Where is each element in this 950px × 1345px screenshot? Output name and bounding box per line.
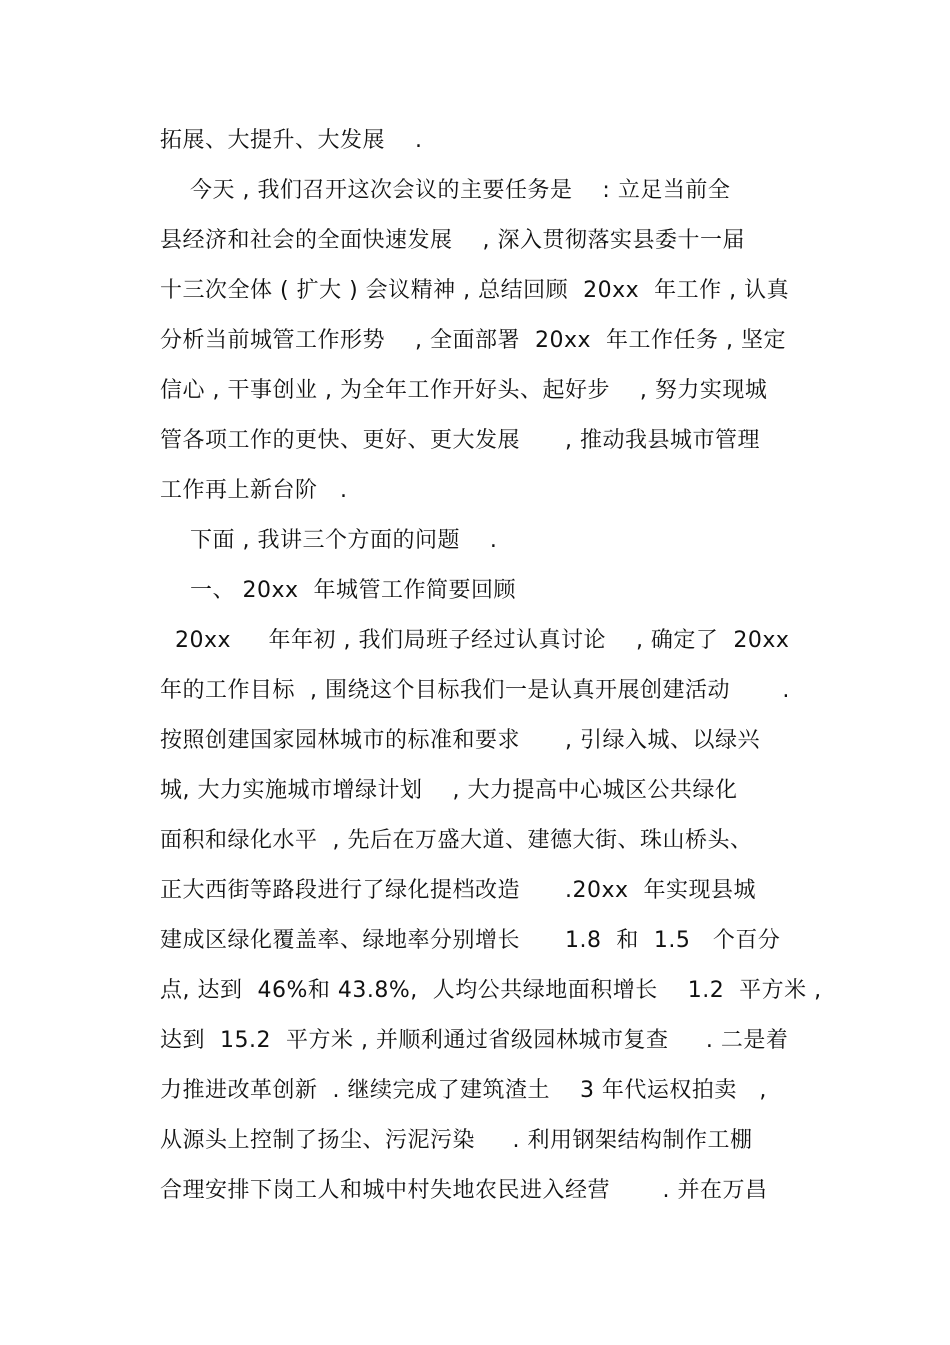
text-line: 正大西街等路段进行了绿化提档改造 .20xx 年实现县城 — [160, 878, 756, 903]
text-line: 拓展、大提升、大发展 . — [160, 128, 423, 153]
paragraph-first-line: 下面 , 我讲三个方面的问题 . — [160, 528, 498, 553]
paragraph-first-line: 20xx 年年初 , 我们局班子经过认真讨论 , 确定了 20xx — [160, 628, 790, 653]
paragraph-first-line: 今天 , 我们召开这次会议的主要任务是 : 立足当前全 — [160, 178, 731, 203]
text-line: 信心 , 干事创业 , 为全年工作开好头、起好步 , 努力实现城 — [160, 378, 768, 403]
text-line: 建成区绿化覆盖率、绿地率分别增长 1.8 和 1.5 个百分 — [160, 928, 781, 953]
section-heading: 一、 20xx 年城管工作简要回顾 — [160, 578, 516, 603]
text-line: 从源头上控制了扬尘、污泥污染 . 利用钢架结构制作工棚 — [160, 1128, 753, 1153]
text-line: 力推进改革创新 . 继续完成了建筑渣土 3 年代运权拍卖 , — [160, 1078, 767, 1103]
text-line: 年的工作目标 , 围绕这个目标我们一是认真开展创建活动 . — [160, 678, 790, 703]
text-line: 达到 15.2 平方米 , 并顺利通过省级园林城市复查 . 二是着 — [160, 1028, 789, 1053]
text-line: 合理安排下岗工人和城中村失地农民进入经营 . 并在万昌 — [160, 1178, 768, 1203]
text-line: 面积和绿化水平 , 先后在万盛大道、建德大街、珠山桥头、 — [160, 828, 753, 853]
text-line: 管各项工作的更快、更好、更大发展 , 推动我县城市管理 — [160, 428, 760, 453]
text-line: 点, 达到 46%和 43.8%, 人均公共绿地面积增长 1.2 平方米 , — [160, 978, 822, 1003]
text-line: 县经济和社会的全面快速发展 , 深入贯彻落实县委十一届 — [160, 228, 745, 253]
text-line: 十三次全体 ( 扩大 ) 会议精神 , 总结回顾 20xx 年工作 , 认真 — [160, 278, 790, 303]
text-line: 分析当前城管工作形势 , 全面部署 20xx 年工作任务 , 坚定 — [160, 328, 786, 353]
text-line: 工作再上新台阶 . — [160, 478, 348, 503]
text-line: 按照创建国家园林城市的标准和要求 , 引绿入城、以绿兴 — [160, 728, 760, 753]
text-line: 城, 大力实施城市增绿计划 , 大力提高中心城区公共绿化 — [160, 778, 738, 803]
